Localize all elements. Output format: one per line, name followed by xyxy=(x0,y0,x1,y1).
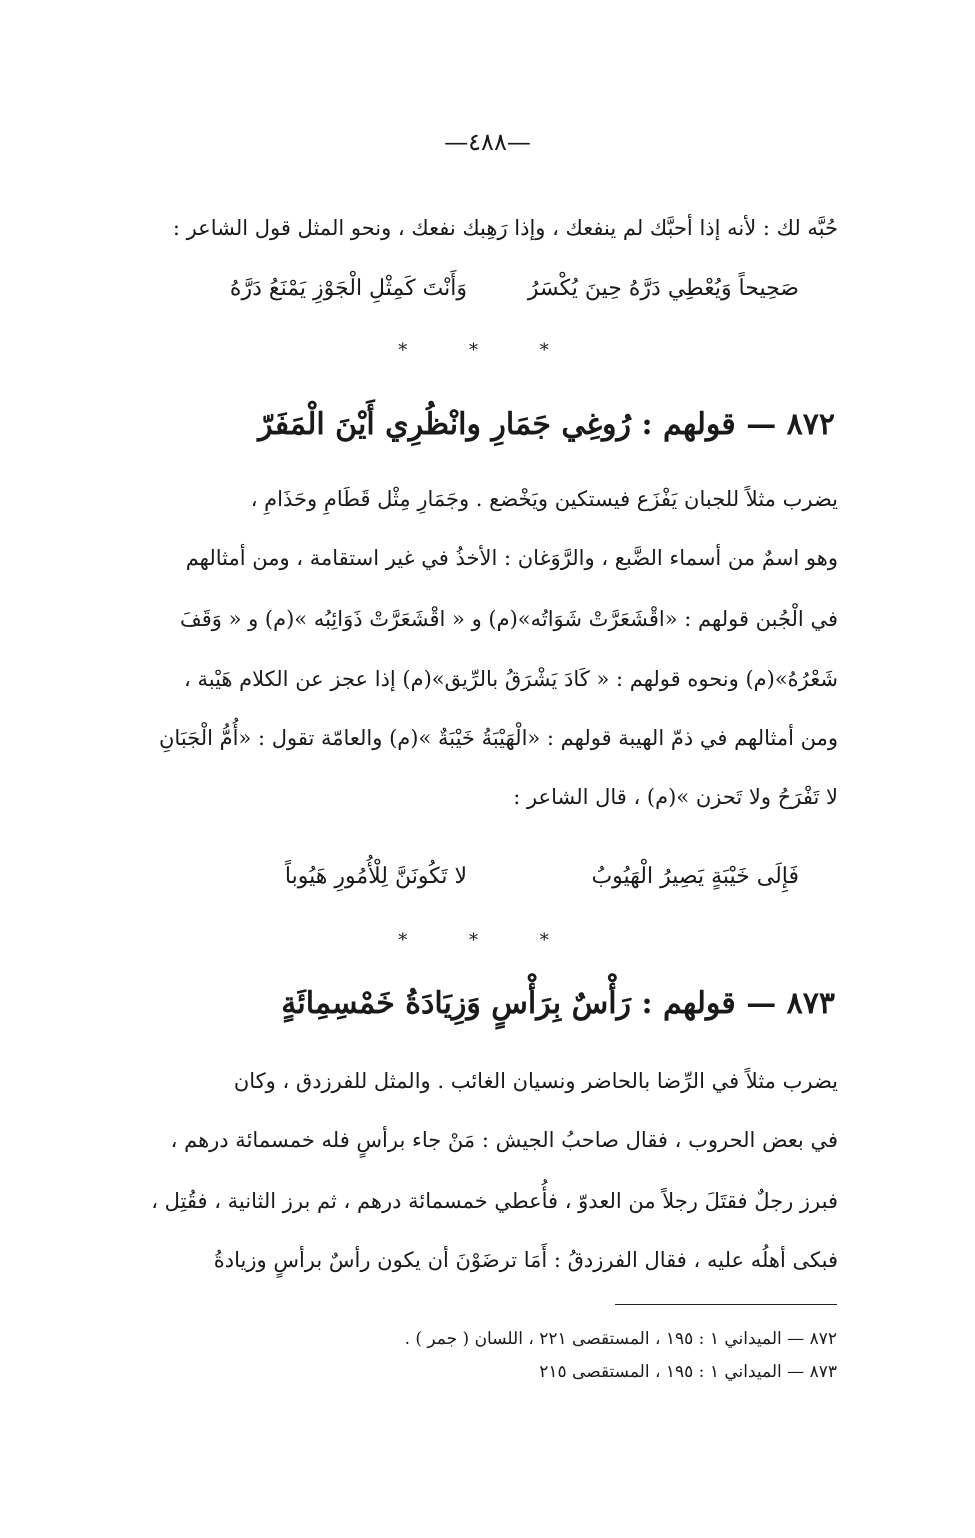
entry-872-heading: ٨٧٢ — قولهم : رُوغِي جَمَارِ وانْظُرِي أَيْنَ الْمَفَرّ xyxy=(258,407,835,442)
verse-hemistich-right: وَأَنْتَ كَمِثْلِ الْجَوْزِ يَمْنَعُ دَرَّهُ xyxy=(229,276,467,301)
text-line: ومن أمثالهم في ذمّ الهيبة قولهم : «الْهَيْبَةُ خَيْبَةٌ »(م) والعامّة تقول : «أُمُّ الْجَبَانِ xyxy=(159,726,838,750)
text-line: فبكى أهلُه عليه ، فقال الفرزدقُ : أَمَا ترضَوْنَ أن يكون رأسٌ برأسٍ وزيادةُ xyxy=(213,1248,838,1272)
footnote-separator xyxy=(615,1304,837,1305)
verse-hemistich-right: لا تَكُونَنَّ لِلْأُمُورِ هَيُوباً xyxy=(284,864,467,889)
text-line: فبرز رجلٌ فقتَلَ رجلاً من العدوّ ، فأُعطي خمسمائة درهم ، ثم برز الثانية ، فقُتِل ، xyxy=(151,1189,838,1213)
verse-hemistich-left: صَحِيحاً وَيُعْطِي دَرَّهُ حِينَ يُكْسَرُ xyxy=(527,276,799,301)
text-line: يضرب مثلاً في الرِّضا بالحاضر ونسيان الغائب . والمثل للفرزدق ، وكان xyxy=(233,1069,838,1093)
page-number: —٤٨٨— xyxy=(444,128,531,156)
section-divider-stars: * * * xyxy=(398,340,577,361)
text-line: شَعْرُهُ»(م) ونحوه قولهم : « كَادَ يَشْرَقُ بالرِّيق»(م) إذا عجز عن الكلام هَيْبة ، xyxy=(184,667,838,691)
text-line: لا تَفْرَحُ ولا تَحزن »(م) ، قال الشاعر : xyxy=(513,785,838,809)
text-line: في الْجُبن قولهم : «اقْشَعَرَّتْ شَوَاتُه»(م) و « اقْشَعَرَّتْ ذَوَائِبُه »(م) و « وَقَفَ xyxy=(179,607,838,631)
footnote: ٨٧٢ — الميداني ١ : ١٩٥ ، المستقصى ٢٢١ ، اللسان ( جمر ) . xyxy=(404,1329,837,1349)
text-line: في بعض الحروب ، فقال صاحبُ الجيش : مَنْ جاء برأسٍ فله خمسمائة درهم ، xyxy=(170,1128,838,1152)
text-line: وهو اسمٌ من أسماء الضَّبع ، والرَّوَغان : الأخذُ في غير استقامة ، ومن أمثالهم xyxy=(185,546,838,570)
verse-hemistich-left: فَإِلَى خَيْبَةٍ يَصِيرُ الْهَيُوبُ xyxy=(591,864,799,889)
text-line: يضرب مثلاً للجبان يَفْزَع فيستكين ويَخْضع . وجَمَارِ مِثْل قَطَامِ وحَذَامِ ، xyxy=(250,487,838,511)
section-divider-stars: * * * xyxy=(398,930,577,951)
text-line: حُبَّه لك : لأنه إذا أحبَّك لم ينفعك ، وإذا رَهِبك نفعك ، ونحو المثل قول الشاعر : xyxy=(172,216,838,240)
footnote: ٨٧٣ — الميداني ١ : ١٩٥ ، المستقصى ٢١٥ xyxy=(539,1362,837,1382)
entry-873-heading: ٨٧٣ — قولهم : رَأْسٌ بِرَأْسٍ وَزِيَادَةُ خَمْسِمِائَةٍ xyxy=(281,986,835,1021)
